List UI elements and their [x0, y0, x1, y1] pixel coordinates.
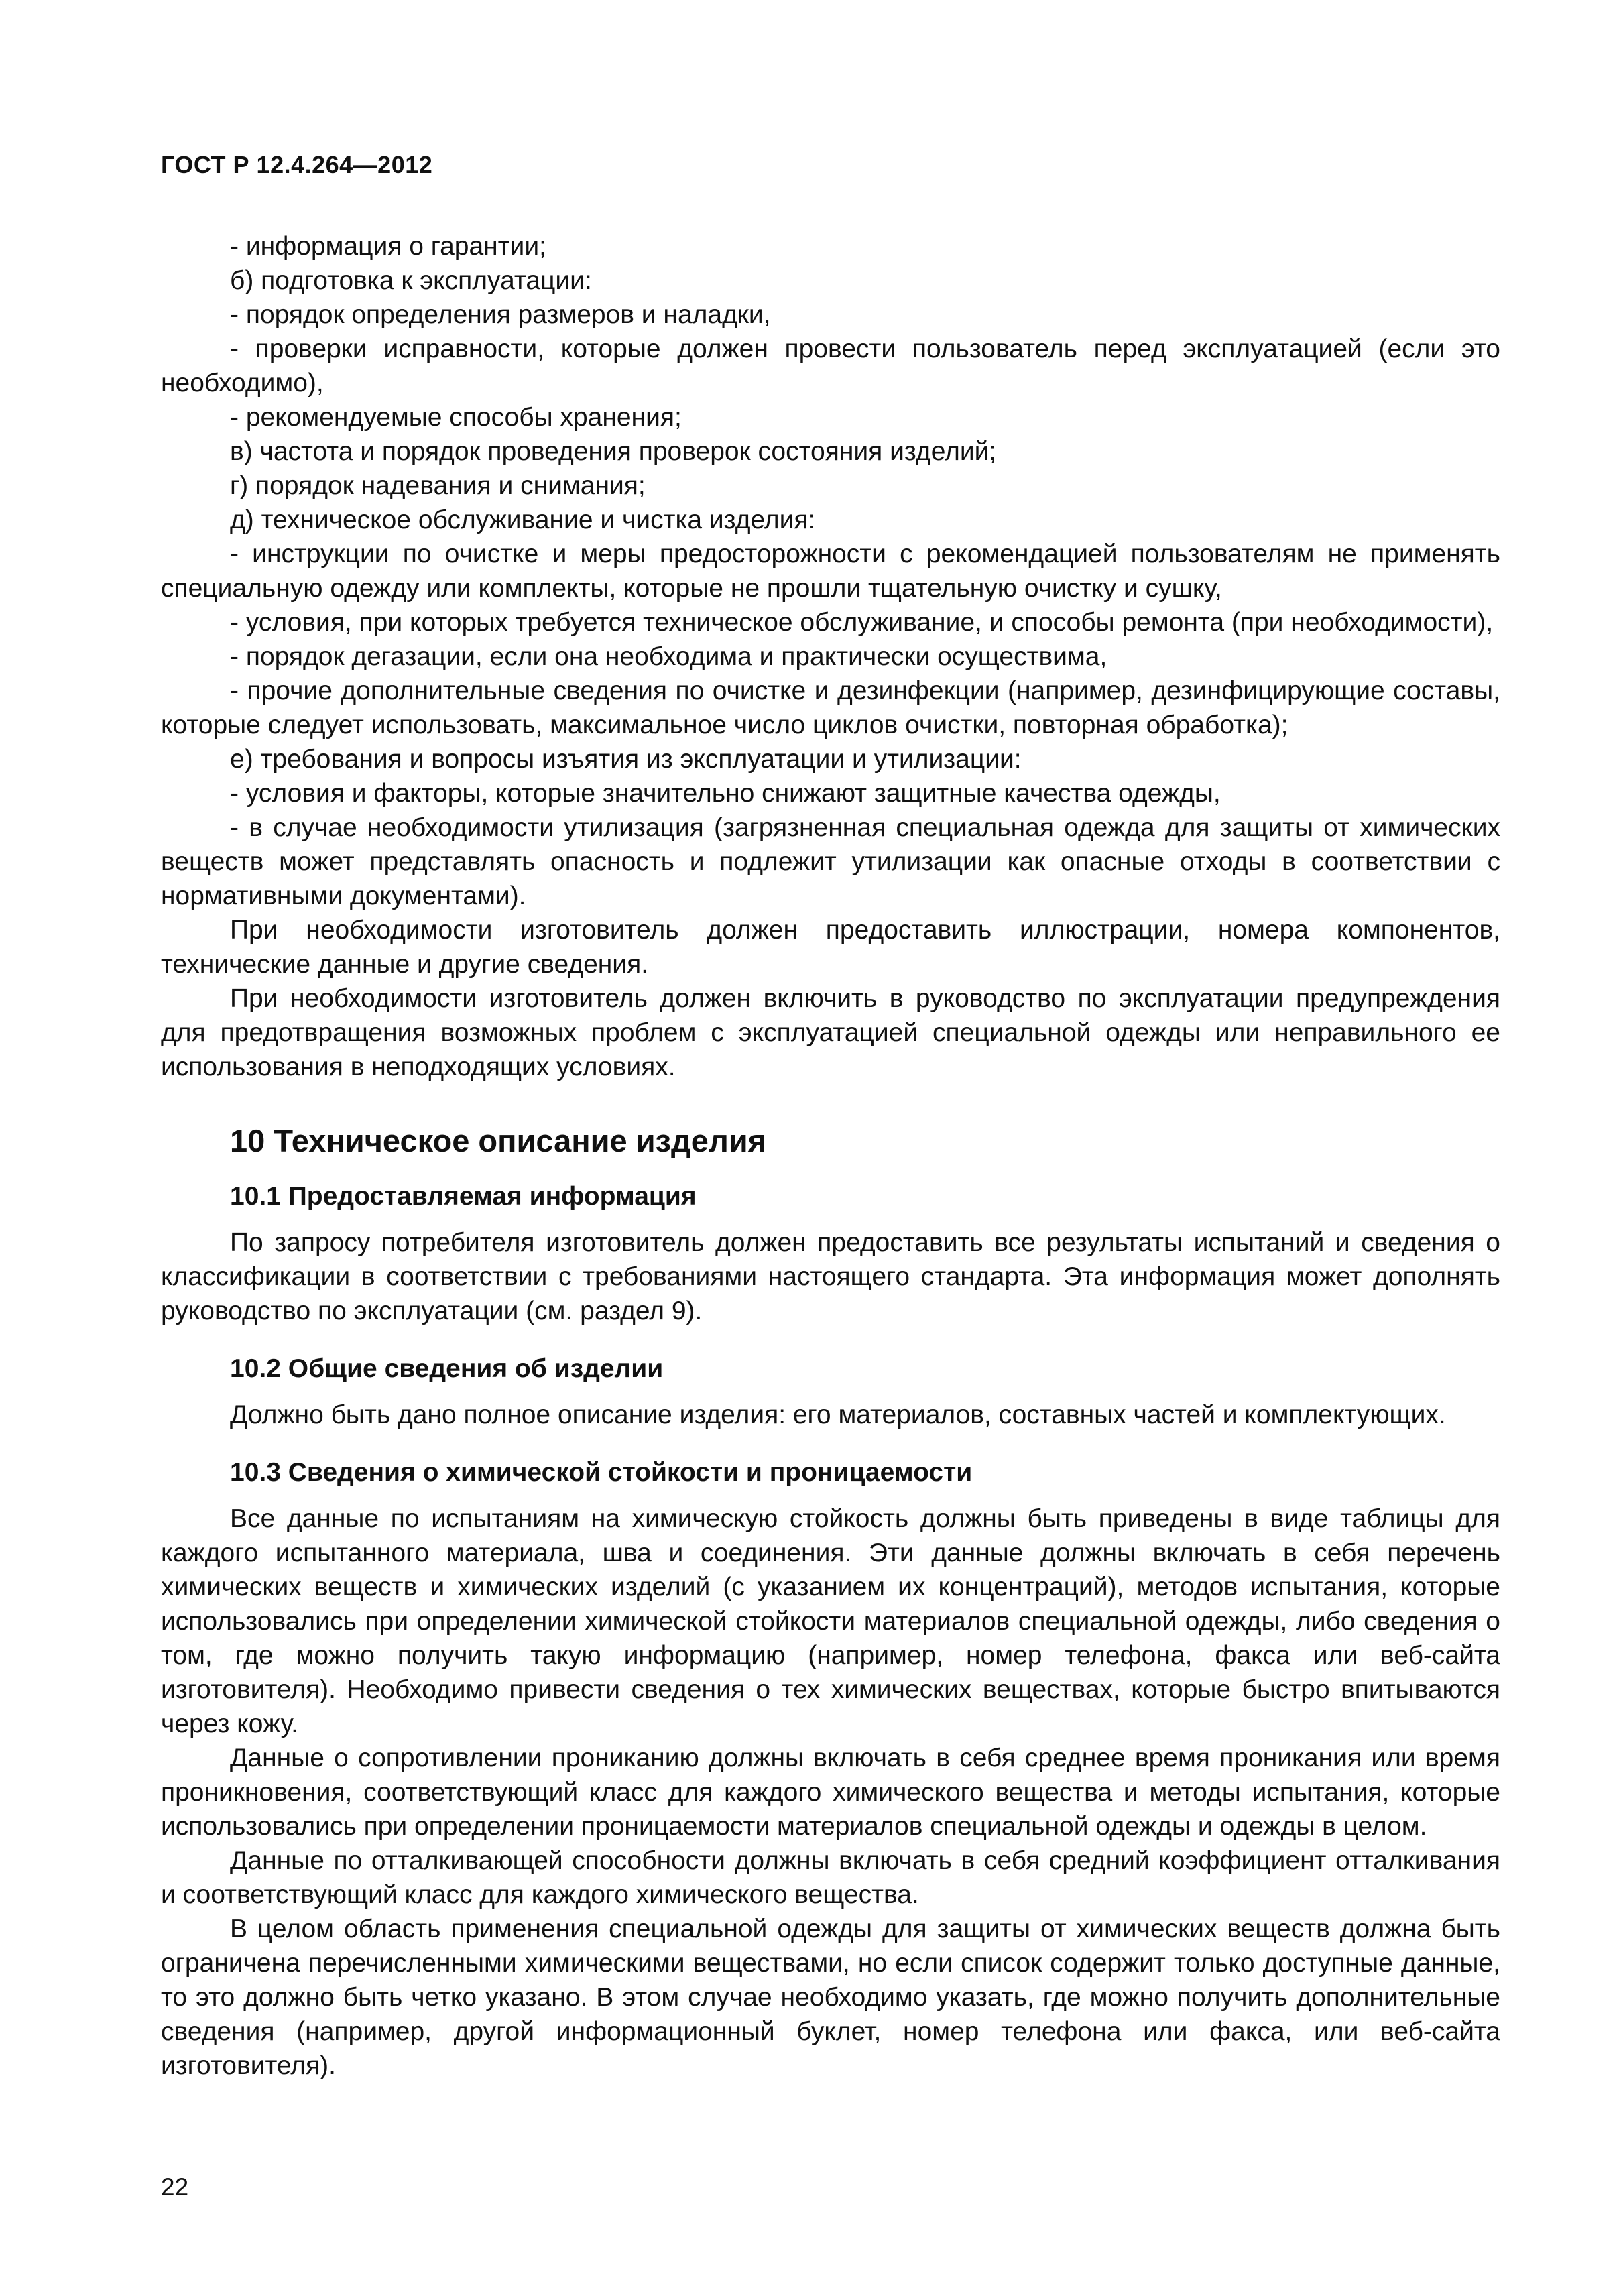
paragraph: При необходимости изготовитель должен предоставить иллюстрации, номера компонентов, технические данные и другие сведения. [161, 916, 1500, 979]
paragraph: - инструкции по очистке и меры предосторожности с рекомендацией пользователям не применять специальную одежду или комплекты, которые не прошли тщательную очистку и сушку, [161, 540, 1500, 603]
paragraph: - порядок определения размеров и наладки, [230, 300, 771, 329]
paragraph: В целом область применения специальной одежды для защиты от химических веществ должна быть ограничена перечисленными химическими веществами, но если список содержит только доступные данные, то это должно быть четко указано. В этом случае необходимо указать, где можно получить дополнительные сведения (например, другой информационный буклет, номер телефона или факса, или веб-сайта изготовителя). [161, 1915, 1500, 2080]
paragraph: в) частота и порядок проведения проверок состояния изделий; [230, 437, 997, 466]
paragraph: Все данные по испытаниям на химическую стойкость должны быть приведены в виде таблицы для каждого испытанного материала, шва и соединения. Эти данные должны включать в себя перечень химических веществ и химических изделий (с указанием их концентраций), методов испытания, которые использовались при определении химической стойкости материалов специальной одежды, либо сведения о том, где можно получить такую информацию (например, номер телефона, факса или веб-сайта изготовителя). Необходимо привести сведения о тех химических веществах, которые быстро впитываются через кожу. [161, 1504, 1500, 1738]
paragraph: - прочие дополнительные сведения по очистке и дезинфекции (например, дезинфицирующие составы, которые следует использовать, максимальное число циклов очистки, повторная обработка); [161, 676, 1500, 739]
section-10-1-heading: 10.1 Предоставляемая информация [230, 1182, 697, 1211]
paragraph: - проверки исправности, которые должен провести пользователь перед эксплуатацией (если это необходимо), [161, 335, 1500, 398]
document-header-code: ГОСТ Р 12.4.264—2012 [161, 151, 433, 178]
paragraph: Должно быть дано полное описание изделия: его материалов, составных частей и комплектующих. [230, 1400, 1446, 1429]
section-10-heading: 10 Техническое описание изделия [230, 1123, 767, 1158]
document-body [161, 229, 1500, 2083]
paragraph: Данные по отталкивающей способности должны включать в себя средний коэффициент отталкивания и соответствующий класс для каждого химического вещества. [161, 1846, 1500, 1909]
paragraph: г) порядок надевания и снимания; [230, 471, 646, 500]
paragraph: При необходимости изготовитель должен включить в руководство по эксплуатации предупреждения для предотвращения возможных проблем с эксплуатацией специальной одежды или неправильного ее использования в неподходящих условиях. [161, 984, 1500, 1081]
paragraph: - рекомендуемые способы хранения; [230, 403, 682, 432]
section-10-3-heading: 10.3 Сведения о химической стойкости и проницаемости [230, 1458, 973, 1487]
paragraph: е) требования и вопросы изъятия из эксплуатации и утилизации: [230, 745, 1022, 774]
paragraph: - информация о гарантии; [230, 232, 546, 261]
page-number: 22 [161, 2173, 189, 2201]
paragraph: - условия и факторы, которые значительно снижают защитные качества одежды, [230, 779, 1221, 808]
paragraph: б) подготовка к эксплуатации: [230, 266, 592, 295]
paragraph: - условия, при которых требуется техническое обслуживание, и способы ремонта (при необходимости), [230, 608, 1494, 637]
paragraph: - в случае необходимости утилизация (загрязненная специальная одежда для защиты от химических веществ может представлять опасность и подлежит утилизации как опасные отходы в соответствии с нормативными документами). [161, 813, 1500, 910]
section-10-2-heading: 10.2 Общие сведения об изделии [230, 1354, 664, 1383]
paragraph: д) техническое обслуживание и чистка изделия: [230, 505, 816, 534]
top-list [161, 229, 1500, 1084]
paragraph: По запросу потребителя изготовитель должен предоставить все результаты испытаний и сведения о классификации в соответствии с требованиями настоящего стандарта. Эта информация может дополнять руководство по эксплуатации (см. раздел 9). [161, 1228, 1500, 1325]
paragraph: Данные о сопротивлении прониканию должны включать в себя среднее время проникания или время проникновения, соответствующий класс для каждого химического вещества и методы испытания, которые использовались при определении проницаемости материалов специальной одежды и одежды в целом. [161, 1744, 1500, 1841]
paragraph: - порядок дегазации, если она необходима и практически осуществима, [230, 642, 1107, 671]
